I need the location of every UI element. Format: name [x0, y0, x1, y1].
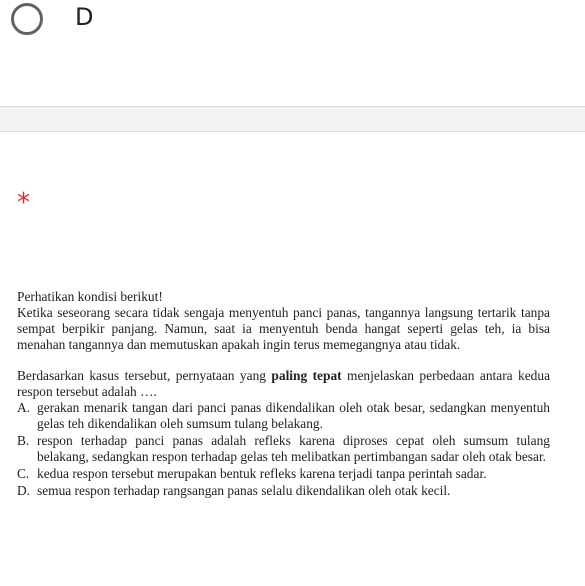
option-letter: D.	[17, 483, 31, 498]
question-intro: Perhatikan kondisi berikut!	[17, 289, 163, 304]
option-letter: B.	[17, 433, 30, 448]
option-label: D	[75, 3, 94, 31]
question-prompt	[17, 368, 550, 400]
required-asterisk: *	[17, 188, 30, 218]
prompt-emphasis: paling tepat	[271, 368, 342, 383]
option-text: respon terhadap panci panas adalah refleks karena diproses cepat oleh sumsum tulang belakang, sedangkan respon terhadap gelas teh melibatkan pertimbangan sadar oleh otak besar.	[37, 433, 550, 464]
answer-option-a	[17, 400, 550, 432]
prompt-text-end: menjelaskan perbedaan antara kedua respon tersebut adalah ….	[17, 368, 551, 399]
prompt-text-start: Berdasarkan kasus tersebut, pernyataan yang	[17, 368, 272, 383]
previous-answer-option[interactable]	[0, 0, 585, 44]
answer-option-d	[17, 483, 550, 499]
option-letter: A.	[17, 400, 31, 415]
answer-options-list	[17, 400, 550, 499]
radio-button-icon[interactable]	[11, 3, 43, 35]
question-body	[17, 289, 550, 500]
section-separator	[0, 106, 585, 132]
option-text: kedua respon tersebut merupakan bentuk refleks karena terjadi tanpa perintah sadar.	[37, 466, 487, 481]
option-text: gerakan menarik tangan dari panci panas dikendalikan oleh otak besar, sedangkan menyentuh gelas teh dikendalikan oleh sumsum tulang belakang.	[37, 400, 550, 431]
answer-option-b	[17, 433, 550, 465]
option-text: semua respon terhadap rangsangan panas selalu dikendalikan oleh otak kecil.	[37, 483, 451, 498]
answer-option-c	[17, 466, 550, 482]
paragraph-gap	[17, 353, 550, 368]
question-scenario: Ketika seseorang secara tidak sengaja menyentuh panci panas, tangannya langsung tertarik tanpa sempat berpikir panjang. Namun, saat ia menyentuh benda hangat seperti gelas teh, ia bisa menahan tangannya dan memutuskan apakah ingin terus memegangnya atau tidak.	[17, 305, 550, 352]
option-letter: C.	[17, 466, 30, 481]
